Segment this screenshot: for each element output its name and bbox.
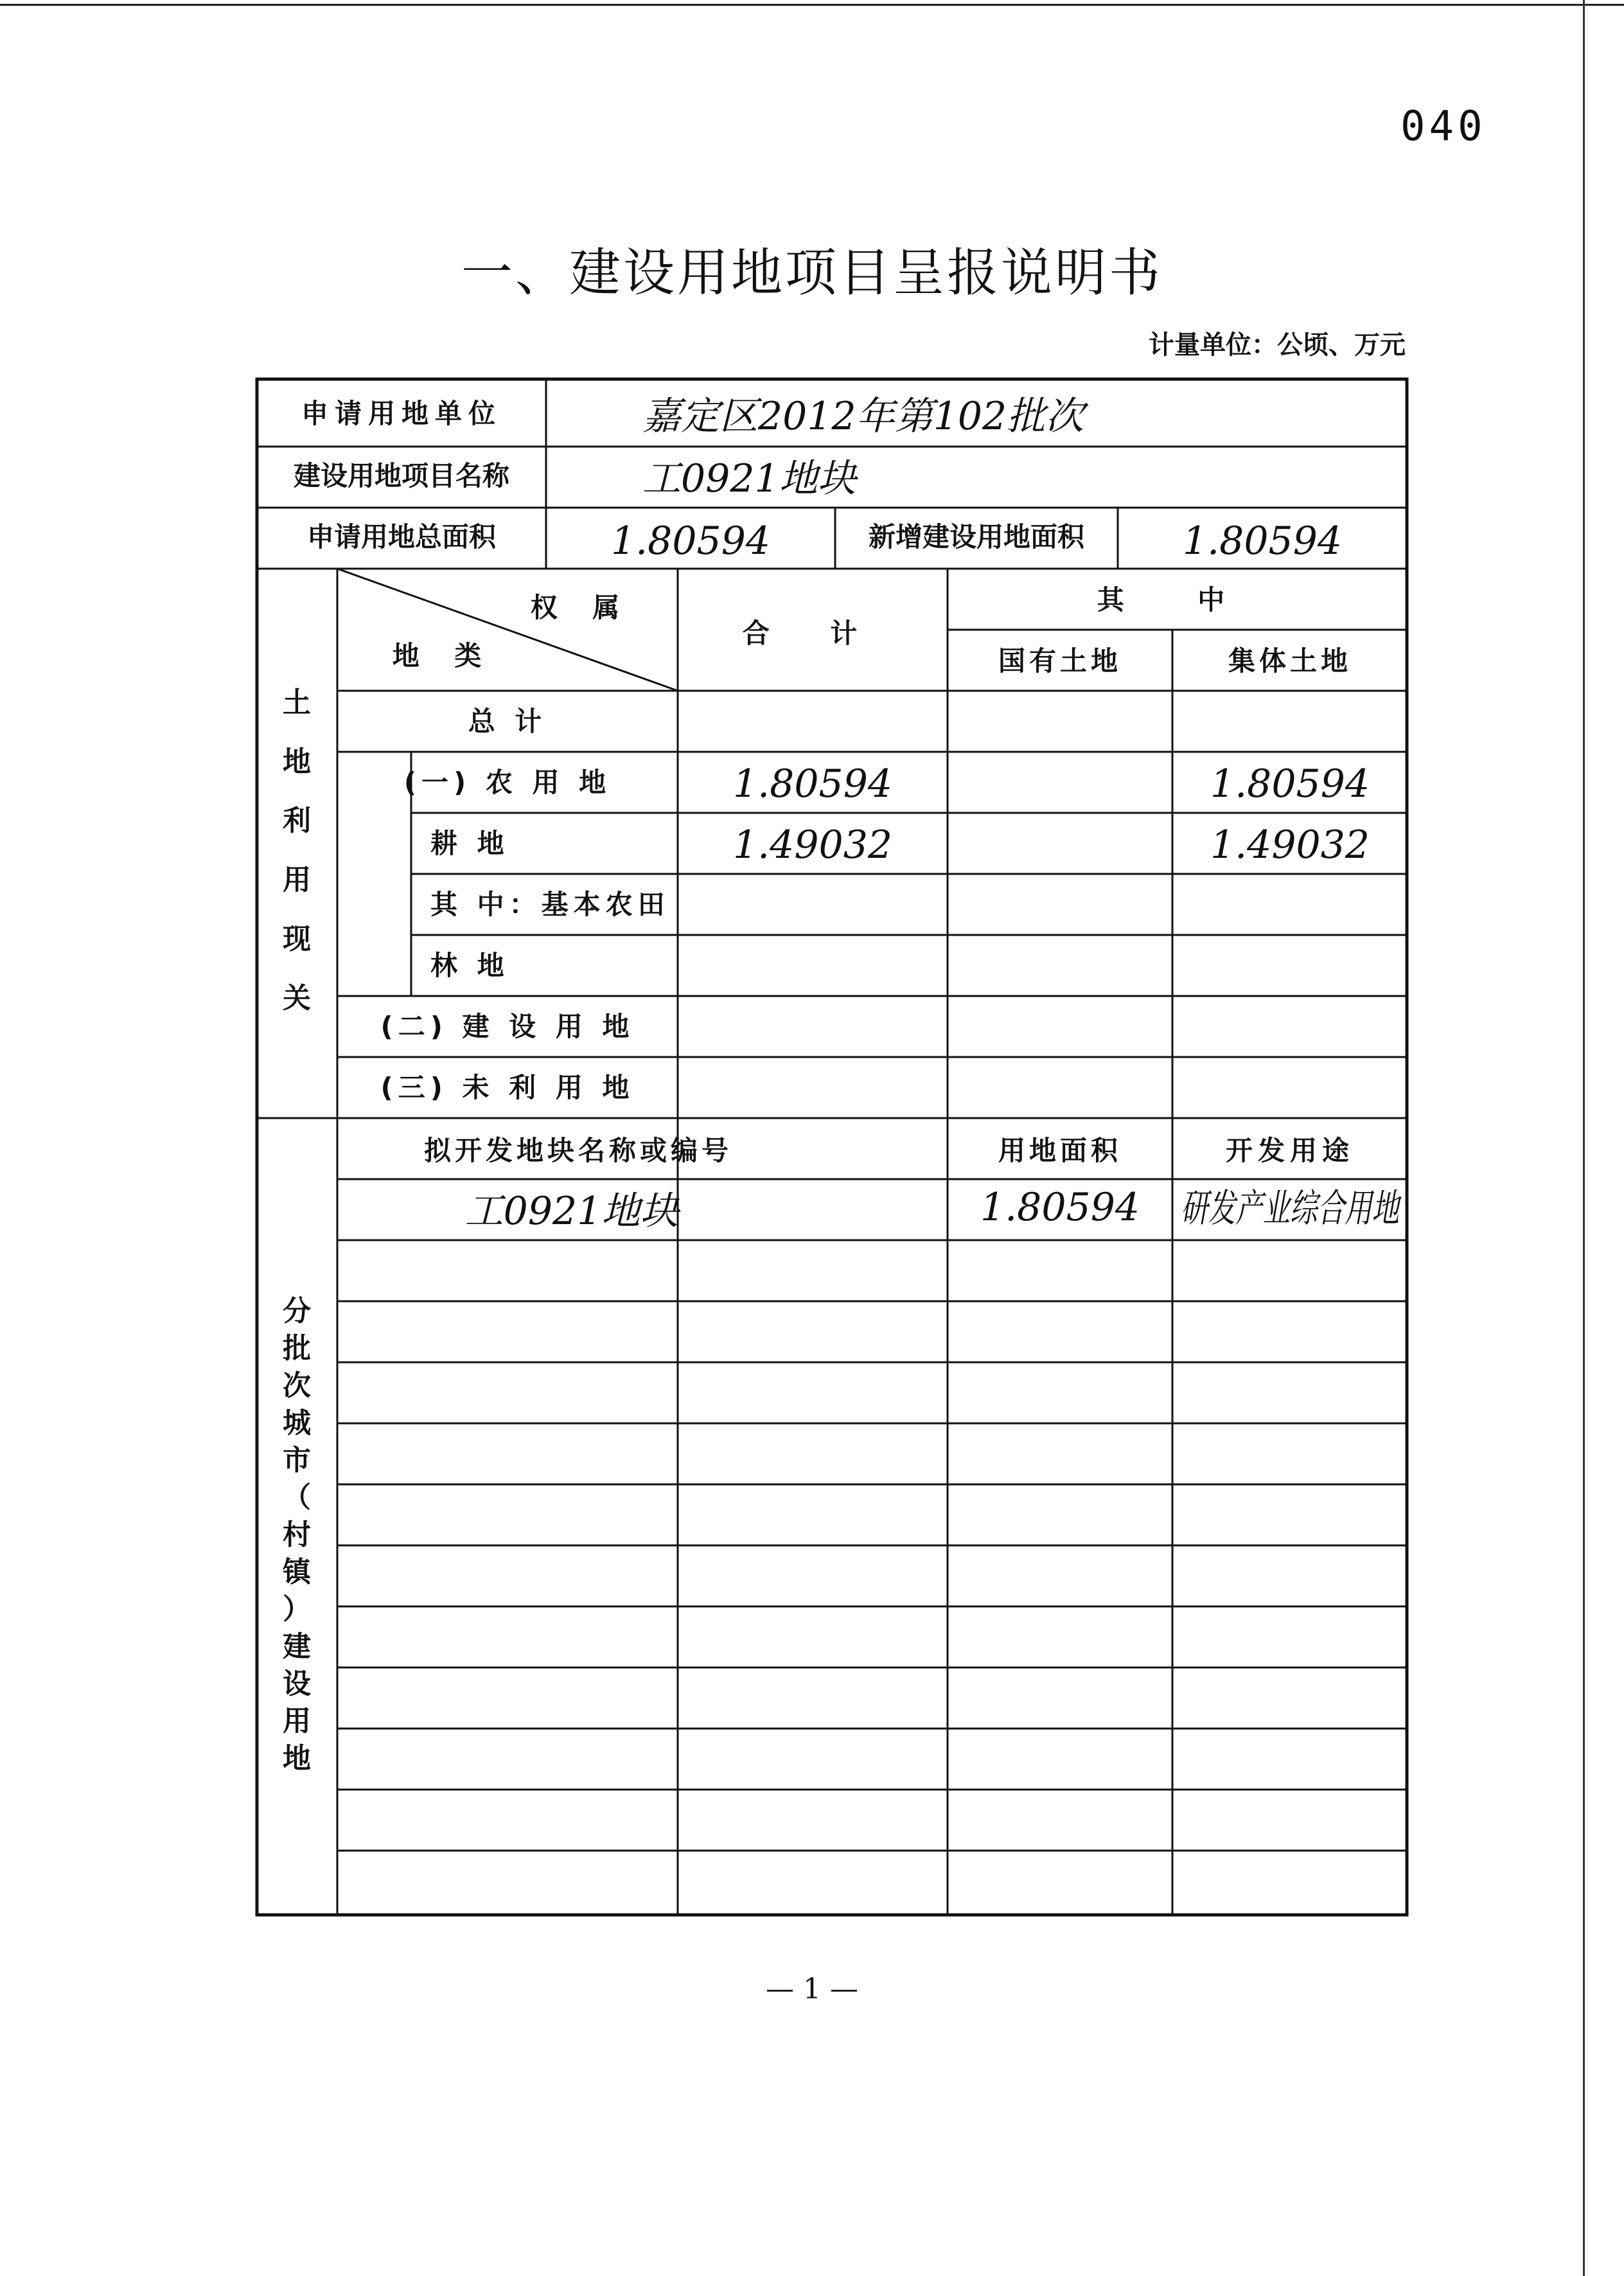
land-use-side-char: 地 (283, 745, 311, 778)
land-row-total: 1.80594 (732, 761, 893, 806)
applicant-label: 申请用地单位 (301, 398, 502, 429)
land-row-label: 其 中：基本农田 (430, 889, 670, 920)
batch-side-char: 镇 (283, 1556, 311, 1588)
land-row-label: 总 计 (468, 706, 547, 737)
project-name-label: 建设用地项目名称 (293, 460, 510, 492)
land-type-diag-label: 地 类 (392, 640, 495, 671)
land-use-side-char: 用 (283, 864, 311, 896)
land-row-label: (三) 未 利 用 地 (380, 1072, 635, 1103)
applicant-value: 嘉定区2012年第102批次 (642, 394, 1084, 439)
col-of-which-header: 其 中 (1097, 584, 1257, 616)
batch-side-char: 地 (283, 1742, 311, 1775)
batch-grid (337, 1179, 1407, 1851)
plot-name: 工0921地块 (464, 1189, 679, 1234)
batch-side-char: （ (283, 1481, 311, 1514)
batch-side-char: 分 (283, 1295, 311, 1328)
batch-side-char: 设 (283, 1667, 311, 1700)
land-row-collective: 1.80594 (1210, 761, 1370, 806)
land-use-side-char: 利 (283, 805, 311, 837)
col-state-header: 国有土地 (998, 645, 1122, 677)
land-use-side-label (283, 686, 311, 1015)
project-name-value: 工0921地块 (642, 456, 856, 501)
new-area-label: 新增建设用地面积 (868, 521, 1085, 553)
new-area-value: 1.80594 (1182, 519, 1343, 564)
page-number: 040 (1400, 103, 1487, 150)
col-plot-use-header: 开发用途 (1225, 1135, 1355, 1166)
total-area-label: 申请用地总面积 (306, 521, 497, 553)
land-use-side-char: 土 (283, 686, 311, 719)
batch-side-char: 次 (283, 1369, 311, 1402)
land-row-label: (一) 农 用 地 (403, 767, 612, 798)
land-row-label: 耕 地 (430, 828, 509, 859)
col-plot-name-header: 拟开发地块名称或编号 (423, 1135, 733, 1166)
total-area-value: 1.80594 (610, 519, 771, 564)
land-row-collective: 1.49032 (1210, 822, 1370, 867)
batch-side-char: 批 (283, 1332, 311, 1365)
col-collective-header: 集体土地 (1228, 645, 1352, 677)
unit-note: 计量单位：公顷、万元 (1149, 330, 1406, 360)
land-use-side-char: 关 (283, 982, 311, 1015)
land-row-label: 林 地 (430, 950, 509, 981)
batch-side-char: 村 (283, 1518, 311, 1551)
batch-side-char: 建 (283, 1630, 311, 1663)
batch-side-label (283, 1295, 313, 1775)
land-use-rows (381, 706, 1370, 1103)
batch-side-char: 城 (283, 1407, 311, 1439)
page-footer: — 1 — (766, 1973, 858, 2005)
col-total-header: 合 计 (742, 618, 883, 649)
land-use-side-char: 现 (283, 923, 311, 956)
plot-use: 研发产业综合用地 (1181, 1186, 1402, 1231)
batch-rows (465, 1185, 1402, 1234)
ownership-diag-label: 权 属 (530, 592, 633, 623)
land-row-label: (二) 建 设 用 地 (380, 1011, 635, 1042)
col-plot-area-header: 用地面积 (998, 1135, 1122, 1166)
plot-area: 1.80594 (980, 1185, 1140, 1230)
batch-side-char: 市 (283, 1444, 311, 1477)
batch-side-char: ） (283, 1593, 311, 1626)
land-row-total: 1.49032 (732, 822, 893, 867)
document-title: 一、建设用地项目呈报说明书 (461, 243, 1163, 303)
batch-side-char: 用 (283, 1705, 311, 1738)
